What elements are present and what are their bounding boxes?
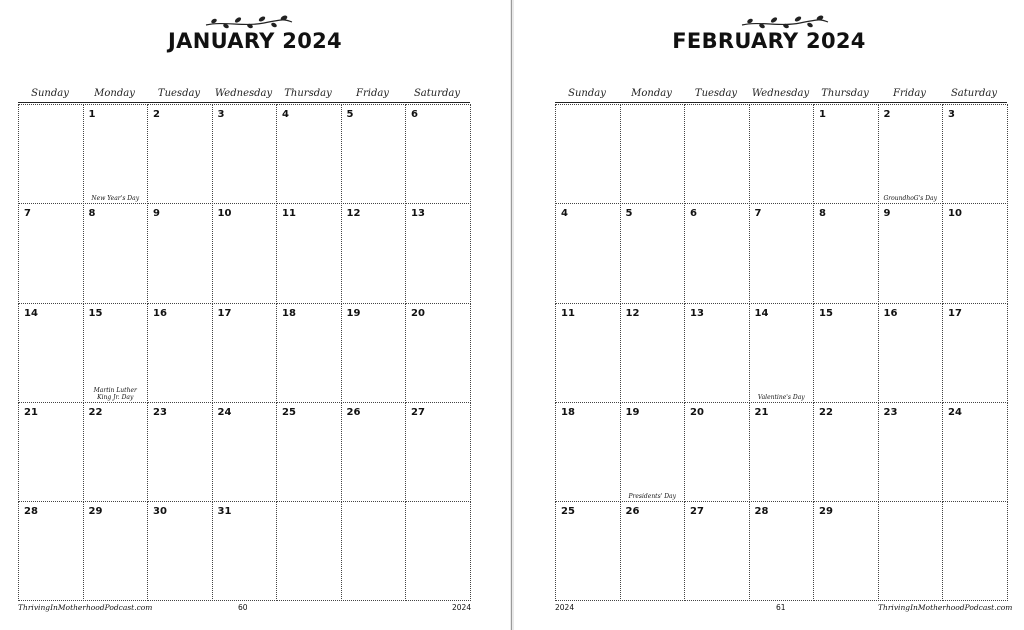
day-cell [620,104,686,204]
day-number: 23 [883,406,898,418]
page-divider [511,0,512,630]
day-cell [147,104,213,204]
day-number: 7 [754,208,762,220]
day-number: 8 [819,208,826,220]
day-number: 5 [346,109,354,120]
day-cell [405,303,471,403]
day-number: 31 [217,506,232,518]
day-cell [813,203,879,303]
day-cell [341,203,407,303]
day-number: 1 [88,109,96,120]
weekday-header: Wednesday [751,88,810,99]
holiday-label: GroundhoG's Day [883,195,938,203]
day-cell [749,501,815,601]
day-cell [684,501,750,601]
day-number: 26 [346,406,361,418]
day-number: 17 [217,307,232,319]
day-cell [18,501,84,601]
day-cell [813,104,879,204]
day-number: 25 [282,406,296,418]
day-cell [212,501,278,601]
header-rule [18,102,470,103]
day-number: 21 [24,406,38,418]
day-number: 3 [948,109,955,120]
day-cell [878,203,944,303]
day-number: 10 [217,208,232,220]
day-number: 21 [754,406,769,418]
day-cell [942,203,1008,303]
page-number: 61 [776,603,786,612]
day-cell [405,501,471,601]
day-cell [555,303,621,403]
day-number: 13 [690,307,704,319]
day-cell [341,303,407,403]
holiday-label: New Year's Day [91,195,140,203]
page-number: 60 [238,603,248,612]
day-cell [212,303,278,403]
day-cell [878,402,944,502]
day-number: 5 [625,208,633,220]
day-number: 15 [819,307,833,319]
weekday-header: Monday [94,88,135,99]
day-cell [147,402,213,502]
weekday-header: Friday [356,88,389,99]
day-cell [942,104,1008,204]
day-cell [18,402,84,502]
day-number: 18 [282,307,296,319]
day-cell [405,104,471,204]
day-cell [83,203,149,303]
day-cell [276,402,342,502]
calendar-page-january [0,0,510,630]
day-number: 27 [690,506,704,518]
footer-right: ThrivingInMotherhoodPodcast.com [878,603,1013,612]
day-number: 19 [346,307,361,319]
day-cell [341,104,407,204]
day-number: 14 [24,307,38,319]
day-cell [878,104,944,204]
day-cell [18,203,84,303]
day-cell [942,303,1008,403]
day-number: 14 [754,307,769,319]
day-number: 20 [411,307,425,319]
day-cell [684,104,750,204]
day-number: 26 [625,506,640,518]
footer-left: 2024 [555,603,575,612]
day-cell [83,104,149,204]
day-number: 11 [561,307,575,319]
day-cell [405,203,471,303]
day-number: 16 [153,307,167,319]
day-cell [341,501,407,601]
day-cell [147,501,213,601]
day-cell [555,203,621,303]
day-number: 12 [625,307,640,319]
day-cell [405,402,471,502]
day-number: 7 [24,208,31,220]
day-number: 28 [24,506,38,518]
day-number: 4 [282,109,289,120]
day-number: 29 [88,506,103,518]
day-cell [684,303,750,403]
day-number: 15 [88,307,103,319]
day-number: 1 [819,109,826,120]
day-cell [276,501,342,601]
day-cell [147,203,213,303]
day-cell [749,203,815,303]
weekday-header: Thursday [821,88,869,99]
weekday-header: Saturday [413,88,461,99]
weekday-header: Friday [893,88,926,99]
day-cell [212,402,278,502]
day-cell [942,402,1008,502]
day-cell [749,303,815,403]
weekday-header: Monday [631,88,672,99]
day-cell [147,303,213,403]
day-cell [555,402,621,502]
day-number: 8 [88,208,96,220]
month-title: FEBRUARY 2024 [672,29,866,53]
holiday-label: Presidents' Day [628,493,677,501]
footer-right: 2024 [452,603,472,612]
day-cell [878,303,944,403]
day-cell [878,501,944,601]
day-cell [813,402,879,502]
holiday-label: Martin Luther King Jr. Day [93,386,137,401]
day-cell [749,104,815,204]
day-number: 20 [690,406,704,418]
day-number: 22 [819,406,833,418]
day-number: 24 [217,406,232,418]
day-number: 9 [883,208,891,220]
day-number: 19 [625,406,640,418]
day-cell [83,402,149,502]
day-cell [749,402,815,502]
day-cell [813,501,879,601]
day-cell [341,402,407,502]
day-number: 30 [153,506,167,518]
day-cell [684,203,750,303]
day-number: 6 [411,109,418,120]
day-number: 24 [948,406,962,418]
day-cell [276,104,342,204]
day-cell [276,203,342,303]
weekday-header: Tuesday [157,88,201,99]
day-cell [212,203,278,303]
day-number: 13 [411,208,425,220]
day-cell [555,501,621,601]
holiday-label: Valentine's Day [757,393,805,401]
day-cell [813,303,879,403]
weekday-header: Thursday [284,88,332,99]
day-number: 11 [282,208,296,220]
day-number: 16 [883,307,898,319]
day-cell [83,501,149,601]
day-number: 18 [561,406,575,418]
calendar-page-february [514,0,1024,630]
header-rule [555,102,1007,103]
day-number: 28 [754,506,769,518]
weekday-header: Saturday [950,88,998,99]
footer-left: ThrivingInMotherhoodPodcast.com [18,603,153,612]
day-cell [942,501,1008,601]
weekday-header: Tuesday [694,88,738,99]
day-number: 25 [561,506,575,518]
day-cell [18,104,84,204]
day-cell [684,402,750,502]
day-number: 3 [217,109,225,120]
day-number: 4 [561,208,568,220]
day-number: 22 [88,406,103,418]
day-number: 27 [411,406,425,418]
weekday-header: Sunday [31,88,69,99]
day-number: 29 [819,506,833,518]
day-number: 2 [883,109,891,120]
day-cell [620,402,686,502]
day-cell [620,501,686,601]
day-cell [620,303,686,403]
day-number: 9 [153,208,160,220]
day-cell [18,303,84,403]
day-number: 10 [948,208,962,220]
day-number: 23 [153,406,167,418]
day-number: 2 [153,109,160,120]
day-number: 12 [346,208,361,220]
day-number: 6 [690,208,697,220]
day-cell [276,303,342,403]
weekday-header: Sunday [568,88,606,99]
day-cell [212,104,278,204]
day-cell [620,203,686,303]
day-cell [83,303,149,403]
day-number: 17 [948,307,962,319]
day-cell [555,104,621,204]
month-title: JANUARY 2024 [168,29,342,53]
weekday-header: Wednesday [214,88,273,99]
